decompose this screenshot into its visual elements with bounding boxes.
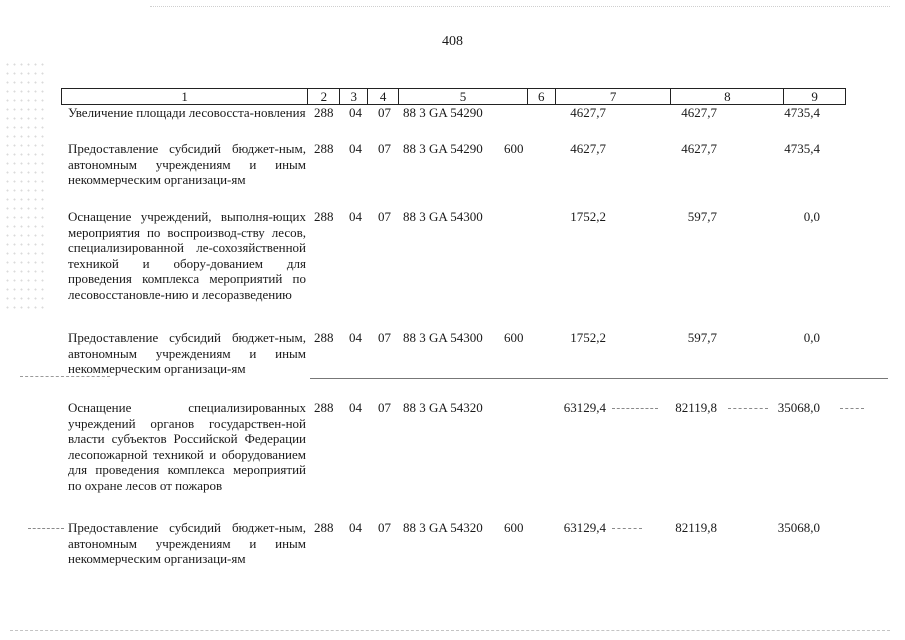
cell-section: 04	[349, 520, 362, 535]
cell-amount-1: 63129,4	[563, 520, 606, 535]
column-header: 2	[308, 89, 340, 104]
cell-admin-code: 288	[314, 520, 334, 535]
cell-amount-2: 4627,7	[681, 141, 717, 156]
cell-target-article: 88 3 GA 54290	[403, 105, 483, 120]
cell-target-article: 88 3 GA 54300	[403, 330, 483, 345]
cell-section: 04	[349, 330, 362, 345]
row-description: Предоставление субсидий бюджет-ным, автономным учреждениям и иным некоммерческим организаци-ям	[68, 330, 306, 376]
column-header: 3	[340, 89, 368, 104]
cell-subsection: 07	[378, 141, 391, 156]
row-description: Оснащение специализированных учреждений органов государствен-ной власти субъектов Российской Федерации лесопожарной техникой и оборудованием для проведения комплекса мероприятий по охране лесов от пожаров	[68, 400, 306, 493]
cell-admin-code: 288	[314, 105, 334, 120]
cell-target-article: 88 3 GA 54320	[403, 400, 483, 415]
column-header: 9	[811, 89, 818, 104]
cell-amount-3: 0,0	[803, 209, 820, 224]
cell-subsection: 07	[378, 105, 391, 120]
cell-target-article: 88 3 GA 54320	[403, 520, 483, 535]
cell-target-article: 88 3 GA 54300	[403, 209, 483, 224]
column-header: 6	[528, 89, 556, 104]
cell-amount-2: 597,7	[687, 209, 717, 224]
cell-target-article: 88 3 GA 54290	[403, 141, 483, 156]
scan-artifact	[840, 408, 864, 410]
scan-artifact	[728, 408, 768, 410]
column-header: 1	[62, 89, 308, 104]
table-header	[61, 88, 846, 105]
cell-subsection: 07	[378, 209, 391, 224]
cell-admin-code: 288	[314, 400, 334, 415]
cell-section: 04	[349, 400, 362, 415]
cell-amount-2: 82119,8	[675, 520, 717, 535]
cell-admin-code: 288	[314, 209, 334, 224]
cell-amount-3: 4735,4	[784, 105, 820, 120]
scan-artifact	[150, 6, 890, 8]
scan-artifact	[310, 378, 888, 379]
cell-amount-1: 4627,7	[570, 105, 606, 120]
scan-artifact	[612, 528, 642, 530]
column-header: 5	[399, 89, 528, 104]
cell-amount-3: 4735,4	[784, 141, 820, 156]
cell-amount-2: 597,7	[687, 330, 717, 345]
page-number: 408	[442, 34, 463, 49]
cell-expense-type: 600	[504, 330, 524, 345]
scan-artifact	[4, 60, 44, 310]
cell-amount-3: 35068,0	[777, 520, 820, 535]
cell-subsection: 07	[378, 520, 391, 535]
cell-subsection: 07	[378, 330, 391, 345]
cell-section: 04	[349, 209, 362, 224]
cell-amount-1: 4627,7	[570, 141, 606, 156]
scan-artifact	[28, 528, 64, 530]
cell-section: 04	[349, 141, 362, 156]
cell-admin-code: 288	[314, 141, 334, 156]
scan-artifact	[10, 630, 890, 632]
cell-admin-code: 288	[314, 330, 334, 345]
scan-artifact	[612, 408, 658, 410]
cell-amount-1: 63129,4	[563, 400, 606, 415]
column-header: 7	[556, 89, 672, 104]
cell-section: 04	[349, 105, 362, 120]
row-description: Оснащение учреждений, выполня-ющих мероприятия по воспроизвод-ству лесов, специализированной ле-сохозяйственной техникой и обору-дованием для проведения комплекса мероприятий по лесовосстановле-нию и лесоразведению	[68, 209, 306, 302]
cell-amount-1: 1752,2	[570, 330, 606, 345]
row-description: Предоставление субсидий бюджет-ным, автономным учреждениям и иным некоммерческим организаци-ям	[68, 141, 306, 187]
cell-expense-type: 600	[504, 141, 524, 156]
cell-amount-3: 0,0	[803, 330, 820, 345]
scan-artifact	[20, 376, 110, 378]
column-header: 8	[671, 89, 784, 104]
cell-amount-1: 1752,2	[570, 209, 606, 224]
row-description: Увеличение площади лесовосста-новления	[68, 105, 306, 120]
cell-amount-2: 4627,7	[681, 105, 717, 120]
cell-amount-2: 82119,8	[675, 400, 717, 415]
cell-amount-3: 35068,0	[777, 400, 820, 415]
row-description: Предоставление субсидий бюджет-ным, автономным учреждениям и иным некоммерческим организаци-ям	[68, 520, 306, 566]
cell-subsection: 07	[378, 400, 391, 415]
column-header: 4	[368, 89, 399, 104]
cell-expense-type: 600	[504, 520, 524, 535]
